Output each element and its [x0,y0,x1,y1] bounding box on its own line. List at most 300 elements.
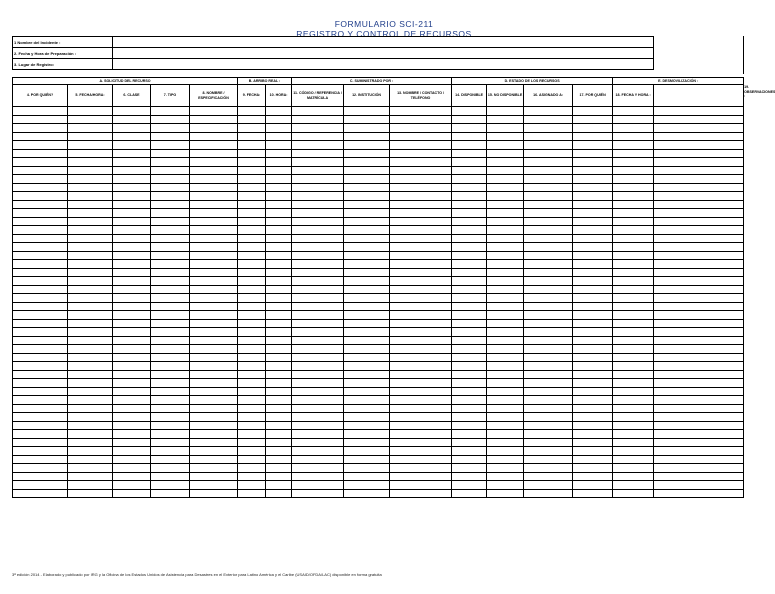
table-cell[interactable] [654,243,744,252]
table-cell[interactable] [452,328,487,337]
table-cell[interactable] [292,175,344,184]
table-cell[interactable] [524,430,573,439]
table-cell[interactable] [613,362,654,371]
table-cell[interactable] [613,217,654,226]
table-cell[interactable] [190,464,238,473]
table-cell[interactable] [573,447,613,456]
table-cell[interactable] [487,192,524,201]
table-cell[interactable] [613,311,654,320]
table-cell[interactable] [613,430,654,439]
table-cell[interactable] [238,183,266,192]
table-cell[interactable] [113,430,151,439]
table-cell[interactable] [487,345,524,354]
table-cell[interactable] [487,141,524,150]
table-cell[interactable] [292,353,344,362]
table-cell[interactable] [573,413,613,422]
table-cell[interactable] [487,115,524,124]
table-cell[interactable] [487,209,524,218]
table-cell[interactable] [292,455,344,464]
table-cell[interactable] [524,387,573,396]
table-cell[interactable] [266,124,292,133]
table-cell[interactable] [487,472,524,481]
table-cell[interactable] [524,141,573,150]
table-cell[interactable] [654,430,744,439]
table-cell[interactable] [292,285,344,294]
table-cell[interactable] [344,430,390,439]
table-cell[interactable] [292,362,344,371]
table-cell[interactable] [190,379,238,388]
table-cell[interactable] [238,464,266,473]
table-cell[interactable] [487,311,524,320]
table-cell[interactable] [13,311,68,320]
table-cell[interactable] [524,115,573,124]
table-cell[interactable] [13,158,68,167]
table-cell[interactable] [190,115,238,124]
table-cell[interactable] [68,183,113,192]
table-cell[interactable] [390,132,452,141]
table-cell[interactable] [13,413,68,422]
table-cell[interactable] [390,353,452,362]
table-cell[interactable] [190,107,238,116]
table-cell[interactable] [190,319,238,328]
table-cell[interactable] [524,251,573,260]
table-cell[interactable] [487,251,524,260]
table-cell[interactable] [452,251,487,260]
table-cell[interactable] [13,438,68,447]
table-cell[interactable] [190,158,238,167]
table-cell[interactable] [292,124,344,133]
table-cell[interactable] [573,311,613,320]
table-cell[interactable] [613,277,654,286]
table-cell[interactable] [292,396,344,405]
table-cell[interactable] [524,421,573,430]
table-cell[interactable] [573,362,613,371]
table-cell[interactable] [487,481,524,490]
table-cell[interactable] [487,302,524,311]
table-cell[interactable] [654,447,744,456]
table-cell[interactable] [151,158,190,167]
table-cell[interactable] [13,464,68,473]
table-cell[interactable] [452,175,487,184]
table-cell[interactable] [390,404,452,413]
table-cell[interactable] [452,455,487,464]
table-cell[interactable] [68,464,113,473]
table-cell[interactable] [13,268,68,277]
table-cell[interactable] [13,243,68,252]
table-cell[interactable] [238,226,266,235]
table-cell[interactable] [13,345,68,354]
table-cell[interactable] [452,200,487,209]
table-cell[interactable] [524,379,573,388]
table-cell[interactable] [654,260,744,269]
table-cell[interactable] [573,175,613,184]
table-cell[interactable] [344,370,390,379]
table-cell[interactable] [573,455,613,464]
table-cell[interactable] [524,124,573,133]
table-cell[interactable] [151,132,190,141]
table-cell[interactable] [573,302,613,311]
table-cell[interactable] [524,200,573,209]
table-cell[interactable] [238,251,266,260]
table-cell[interactable] [452,396,487,405]
table-cell[interactable] [68,489,113,498]
table-cell[interactable] [113,328,151,337]
table-cell[interactable] [266,387,292,396]
table-cell[interactable] [487,387,524,396]
table-cell[interactable] [113,489,151,498]
table-cell[interactable] [266,345,292,354]
table-cell[interactable] [573,438,613,447]
table-cell[interactable] [524,277,573,286]
table-cell[interactable] [613,481,654,490]
table-cell[interactable] [151,294,190,303]
table-cell[interactable] [292,141,344,150]
table-cell[interactable] [68,336,113,345]
table-cell[interactable] [344,285,390,294]
table-cell[interactable] [344,175,390,184]
table-cell[interactable] [68,362,113,371]
table-cell[interactable] [13,217,68,226]
table-cell[interactable] [452,404,487,413]
table-cell[interactable] [151,192,190,201]
table-cell[interactable] [524,192,573,201]
table-cell[interactable] [266,234,292,243]
table-cell[interactable] [113,217,151,226]
table-cell[interactable] [238,217,266,226]
table-cell[interactable] [487,447,524,456]
table-cell[interactable] [613,149,654,158]
table-cell[interactable] [487,183,524,192]
table-cell[interactable] [190,489,238,498]
table-cell[interactable] [390,345,452,354]
table-cell[interactable] [151,302,190,311]
table-cell[interactable] [292,200,344,209]
table-cell[interactable] [573,277,613,286]
table-cell[interactable] [266,362,292,371]
table-cell[interactable] [113,319,151,328]
table-cell[interactable] [524,413,573,422]
table-cell[interactable] [68,370,113,379]
table-cell[interactable] [68,217,113,226]
table-cell[interactable] [68,345,113,354]
table-cell[interactable] [266,277,292,286]
table-cell[interactable] [390,362,452,371]
table-cell[interactable] [573,404,613,413]
table-cell[interactable] [390,396,452,405]
table-cell[interactable] [613,141,654,150]
table-cell[interactable] [292,311,344,320]
table-cell[interactable] [151,166,190,175]
table-cell[interactable] [238,404,266,413]
table-cell[interactable] [266,149,292,158]
table-cell[interactable] [13,226,68,235]
table-cell[interactable] [613,166,654,175]
table-cell[interactable] [524,489,573,498]
table-cell[interactable] [266,328,292,337]
table-cell[interactable] [13,379,68,388]
table-cell[interactable] [487,217,524,226]
table-cell[interactable] [238,132,266,141]
table-cell[interactable] [68,328,113,337]
table-cell[interactable] [292,166,344,175]
table-cell[interactable] [266,336,292,345]
table-cell[interactable] [390,124,452,133]
table-cell[interactable] [487,370,524,379]
table-cell[interactable] [13,472,68,481]
table-cell[interactable] [390,260,452,269]
table-cell[interactable] [190,345,238,354]
table-cell[interactable] [452,285,487,294]
table-cell[interactable] [238,319,266,328]
table-cell[interactable] [452,268,487,277]
table-cell[interactable] [487,234,524,243]
table-cell[interactable] [113,149,151,158]
table-cell[interactable] [573,268,613,277]
table-cell[interactable] [613,413,654,422]
table-cell[interactable] [452,166,487,175]
table-cell[interactable] [573,481,613,490]
table-cell[interactable] [344,345,390,354]
table-cell[interactable] [573,294,613,303]
table-cell[interactable] [613,107,654,116]
table-cell[interactable] [292,277,344,286]
table-cell[interactable] [344,260,390,269]
table-cell[interactable] [113,166,151,175]
table-cell[interactable] [13,294,68,303]
table-cell[interactable] [613,132,654,141]
table-cell[interactable] [344,217,390,226]
table-cell[interactable] [190,277,238,286]
table-cell[interactable] [151,345,190,354]
table-cell[interactable] [344,421,390,430]
table-cell[interactable] [113,243,151,252]
table-cell[interactable] [266,404,292,413]
table-cell[interactable] [613,336,654,345]
table-cell[interactable] [390,166,452,175]
table-cell[interactable] [151,226,190,235]
table-cell[interactable] [151,438,190,447]
table-cell[interactable] [151,209,190,218]
table-cell[interactable] [292,192,344,201]
table-cell[interactable] [238,141,266,150]
table-cell[interactable] [390,268,452,277]
table-cell[interactable] [13,328,68,337]
table-cell[interactable] [266,183,292,192]
table-cell[interactable] [524,353,573,362]
table-cell[interactable] [654,404,744,413]
table-cell[interactable] [452,379,487,388]
table-cell[interactable] [654,311,744,320]
table-cell[interactable] [573,251,613,260]
table-cell[interactable] [190,336,238,345]
table-cell[interactable] [151,124,190,133]
table-cell[interactable] [613,438,654,447]
table-cell[interactable] [573,124,613,133]
table-cell[interactable] [266,251,292,260]
table-cell[interactable] [292,413,344,422]
table-cell[interactable] [292,319,344,328]
table-cell[interactable] [524,404,573,413]
table-cell[interactable] [68,379,113,388]
table-cell[interactable] [613,345,654,354]
table-cell[interactable] [390,115,452,124]
table-cell[interactable] [238,234,266,243]
table-cell[interactable] [573,149,613,158]
table-cell[interactable] [68,124,113,133]
table-cell[interactable] [13,141,68,150]
table-cell[interactable] [68,447,113,456]
table-cell[interactable] [151,328,190,337]
table-cell[interactable] [452,489,487,498]
table-cell[interactable] [190,404,238,413]
table-cell[interactable] [266,472,292,481]
table-cell[interactable] [654,285,744,294]
table-cell[interactable] [151,268,190,277]
table-cell[interactable] [613,294,654,303]
table-cell[interactable] [238,447,266,456]
table-cell[interactable] [613,124,654,133]
table-cell[interactable] [13,124,68,133]
table-cell[interactable] [654,328,744,337]
table-cell[interactable] [344,319,390,328]
table-cell[interactable] [190,302,238,311]
table-cell[interactable] [573,421,613,430]
table-cell[interactable] [190,200,238,209]
table-cell[interactable] [151,251,190,260]
table-cell[interactable] [190,268,238,277]
table-cell[interactable] [344,200,390,209]
table-cell[interactable] [452,472,487,481]
table-cell[interactable] [452,183,487,192]
table-cell[interactable] [613,268,654,277]
table-cell[interactable] [390,294,452,303]
table-cell[interactable] [524,243,573,252]
table-cell[interactable] [524,175,573,184]
table-cell[interactable] [452,149,487,158]
table-cell[interactable] [113,285,151,294]
table-cell[interactable] [524,107,573,116]
table-cell[interactable] [344,251,390,260]
table-cell[interactable] [573,430,613,439]
table-cell[interactable] [573,226,613,235]
table-cell[interactable] [151,285,190,294]
table-cell[interactable] [190,234,238,243]
table-cell[interactable] [487,166,524,175]
table-cell[interactable] [452,336,487,345]
table-cell[interactable] [113,370,151,379]
table-cell[interactable] [292,132,344,141]
table-cell[interactable] [613,234,654,243]
table-cell[interactable] [487,226,524,235]
table-cell[interactable] [654,226,744,235]
table-cell[interactable] [113,158,151,167]
table-cell[interactable] [390,455,452,464]
table-cell[interactable] [68,396,113,405]
table-cell[interactable] [344,328,390,337]
table-cell[interactable] [613,455,654,464]
table-cell[interactable] [344,455,390,464]
table-cell[interactable] [113,209,151,218]
table-cell[interactable] [238,285,266,294]
table-cell[interactable] [292,336,344,345]
table-cell[interactable] [266,447,292,456]
table-cell[interactable] [573,370,613,379]
table-cell[interactable] [292,464,344,473]
table-cell[interactable] [524,370,573,379]
table-cell[interactable] [344,472,390,481]
table-cell[interactable] [113,132,151,141]
table-cell[interactable] [654,166,744,175]
table-cell[interactable] [344,464,390,473]
table-cell[interactable] [524,268,573,277]
table-cell[interactable] [654,294,744,303]
table-cell[interactable] [390,438,452,447]
table-cell[interactable] [68,353,113,362]
table-cell[interactable] [238,243,266,252]
table-cell[interactable] [654,175,744,184]
table-cell[interactable] [452,413,487,422]
table-cell[interactable] [151,379,190,388]
table-cell[interactable] [238,345,266,354]
table-cell[interactable] [238,489,266,498]
table-cell[interactable] [292,370,344,379]
table-cell[interactable] [487,158,524,167]
table-cell[interactable] [452,217,487,226]
table-cell[interactable] [344,438,390,447]
table-cell[interactable] [266,260,292,269]
table-cell[interactable] [344,183,390,192]
table-cell[interactable] [68,192,113,201]
table-cell[interactable] [487,396,524,405]
table-cell[interactable] [13,396,68,405]
table-cell[interactable] [68,243,113,252]
prep-date-field[interactable] [113,48,654,59]
table-cell[interactable] [452,302,487,311]
table-cell[interactable] [344,379,390,388]
table-cell[interactable] [613,464,654,473]
table-cell[interactable] [113,115,151,124]
table-cell[interactable] [573,285,613,294]
table-cell[interactable] [654,132,744,141]
table-cell[interactable] [13,336,68,345]
table-cell[interactable] [68,251,113,260]
table-cell[interactable] [524,311,573,320]
table-cell[interactable] [13,251,68,260]
table-cell[interactable] [113,200,151,209]
table-cell[interactable] [13,200,68,209]
table-cell[interactable] [238,362,266,371]
table-cell[interactable] [190,438,238,447]
table-cell[interactable] [654,421,744,430]
table-cell[interactable] [266,353,292,362]
table-cell[interactable] [524,294,573,303]
table-cell[interactable] [13,455,68,464]
table-cell[interactable] [266,217,292,226]
table-cell[interactable] [613,387,654,396]
table-cell[interactable] [292,472,344,481]
table-cell[interactable] [190,362,238,371]
table-cell[interactable] [344,294,390,303]
table-cell[interactable] [613,183,654,192]
table-cell[interactable] [113,472,151,481]
table-cell[interactable] [487,438,524,447]
table-cell[interactable] [390,209,452,218]
table-cell[interactable] [344,353,390,362]
table-cell[interactable] [524,149,573,158]
table-cell[interactable] [524,285,573,294]
table-cell[interactable] [266,421,292,430]
table-cell[interactable] [524,455,573,464]
